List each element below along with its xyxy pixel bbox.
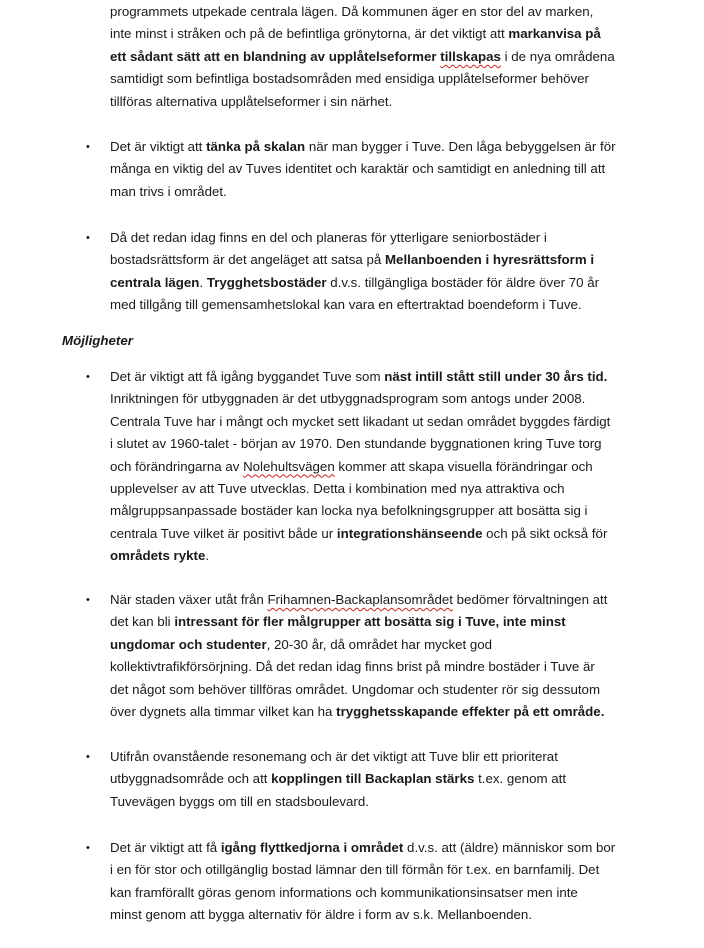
text-line bbox=[110, 791, 670, 813]
text-run: d.v.s. att (äldre) människor som bor bbox=[403, 840, 616, 855]
text-run: när man bygger i Tuve. Den låga bebyggelsen är för bbox=[305, 139, 616, 154]
text-run: upplevelser av att Tuve utvecklas. Detta i kombination med nya attraktiva och bbox=[110, 481, 565, 497]
text-line bbox=[110, 68, 670, 90]
text-line bbox=[110, 589, 670, 611]
bullet-marker: • bbox=[86, 751, 90, 763]
text-line bbox=[110, 366, 670, 388]
text-line bbox=[110, 478, 670, 500]
paragraph-tanka-pa-skalan bbox=[110, 136, 670, 203]
text-run: och förändringarna av bbox=[110, 458, 244, 474]
text-line bbox=[110, 272, 670, 294]
text-line bbox=[110, 1, 670, 23]
text-run: Då det redan idag finns en del och planeras för ytterligare seniorbostäder i bbox=[110, 230, 547, 245]
bold-text-run: integrationshänseende bbox=[336, 525, 483, 541]
text-run: i en för stor och otillgänglig bostad lämnar den till förmån för t.ex. en barnfamilj. Det bbox=[110, 862, 600, 878]
bold-text-run: igång flyttkedjorna i området bbox=[220, 840, 404, 855]
section-heading-mojligheter: Möjligheter bbox=[62, 333, 133, 348]
text-run: man trivs i området. bbox=[110, 183, 227, 199]
text-run: programmets utpekade centrala lägen. Då kommunen äger en stor del av marken, bbox=[110, 4, 594, 19]
text-run: i slutet av 1960-talet - början av 1970. Den stundande byggnationen kring Tuve torg bbox=[110, 436, 602, 452]
text-run: Tuvevägen byggs om till en stadsboulevard. bbox=[110, 793, 369, 809]
text-run: över dygnets alla timmar vilket kan ha bbox=[110, 704, 337, 720]
paragraph-seniorbostader bbox=[110, 227, 670, 317]
text-run: Det är viktigt att få bbox=[110, 840, 221, 855]
text-run: det något som behöver tillföras området. Ungdomar och studenter rör sig dessutom bbox=[110, 681, 601, 697]
text-line bbox=[110, 23, 670, 45]
text-run: kommer att skapa visuella förändringar och bbox=[334, 458, 593, 474]
paragraph-frihamnen-backaplan bbox=[110, 589, 670, 723]
text-run: När staden växer utåt från bbox=[110, 592, 268, 607]
text-line bbox=[110, 611, 670, 633]
bold-text-run: intressant för fler målgrupper att bosätta sig i Tuve, inte minst bbox=[174, 614, 566, 630]
text-run: d.v.s. tillgängliga bostäder för äldre över 70 år bbox=[326, 274, 600, 290]
bold-text-run: områdets rykte bbox=[110, 548, 206, 564]
text-run: utbyggnadsområde och att bbox=[110, 771, 272, 787]
text-run: t.ex. genom att bbox=[474, 771, 567, 787]
text-line bbox=[110, 859, 670, 881]
text-line bbox=[110, 249, 670, 271]
text-run: Utifrån ovanstående resonemang och är det viktigt att Tuve blir ett prioriterat bbox=[110, 749, 558, 764]
text-run: många en viktig del av Tuves identitet och karaktär och samtidigt en anledning till att bbox=[110, 161, 606, 177]
text-run: minst genom att bygga alternativ för äldre i form av s.k. Mellanboenden. bbox=[110, 907, 533, 923]
paragraph-flyttkedjor bbox=[110, 837, 670, 927]
text-run: inte minst i stråken och på de befintliga grönytorna, är det viktigt att bbox=[110, 26, 509, 42]
spellcheck-flagged-word: tillskapas bbox=[440, 48, 501, 64]
text-line bbox=[110, 294, 670, 316]
text-run: kan framförallt göras genom informations och kommunikationsinsatser men inte bbox=[110, 884, 578, 900]
bold-text-run: Trygghetsbostäder bbox=[206, 274, 327, 290]
bold-text-run: centrala lägen bbox=[110, 274, 200, 290]
bullet-marker: • bbox=[86, 141, 90, 153]
text-line bbox=[110, 433, 670, 455]
bold-text-run: näst intill stått still under 30 års tid. bbox=[384, 369, 608, 384]
text-run: Inriktningen för utbyggnaden är det utbyggnadsprogram som antogs under 2008. bbox=[110, 391, 586, 407]
text-run: i de nya områdena bbox=[500, 48, 615, 64]
text-line bbox=[110, 904, 670, 926]
text-line bbox=[110, 456, 670, 478]
text-run: Det är viktigt att få igång byggandet Tuve som bbox=[110, 369, 385, 384]
bold-text-run: ett sådant sätt att en blandning av upplåtelseformer bbox=[110, 48, 441, 64]
text-run: centrala Tuve vilket är positivt både ur bbox=[110, 525, 337, 541]
text-line bbox=[110, 136, 670, 158]
bold-text-run: kopplingen till Backaplan stärks bbox=[271, 771, 475, 787]
text-run: Centrala Tuve har i mångt och mycket sett likadant ut sedan området byggdes färdigt bbox=[110, 413, 611, 429]
text-line bbox=[110, 411, 670, 433]
paragraph-fa-igang-byggandet bbox=[110, 366, 670, 568]
text-run: bostadsrättsform är det angeläget att satsa på bbox=[110, 252, 385, 268]
text-line bbox=[110, 227, 670, 249]
text-run: tillföras alternativa upplåtelseformer i sin närhet. bbox=[110, 93, 393, 109]
text-line bbox=[110, 837, 670, 859]
text-line bbox=[110, 746, 670, 768]
text-run: , 20-30 år, då området har mycket god bbox=[266, 636, 493, 652]
text-line bbox=[110, 679, 670, 701]
text-line bbox=[110, 768, 670, 790]
text-line bbox=[110, 91, 670, 113]
text-line bbox=[110, 701, 670, 723]
bold-text-run: trygghetsskapande effekter på ett område. bbox=[336, 704, 605, 720]
bold-text-run: tänka på skalan bbox=[206, 139, 306, 154]
bullet-marker: • bbox=[86, 594, 90, 606]
paragraph-intro bbox=[110, 1, 670, 113]
text-run: målgruppsanpassade bostäder kan locka nya befolkningsgrupper att bosätta sig i bbox=[110, 503, 588, 519]
bullet-marker: • bbox=[86, 371, 90, 383]
bullet-marker: • bbox=[86, 842, 90, 854]
text-run: Det är viktigt att bbox=[110, 139, 207, 154]
text-line bbox=[110, 882, 670, 904]
text-run: med tillgång till gemensamhetslokal kan vara en eftertraktad boendeform i Tuve. bbox=[110, 297, 582, 313]
text-run: bedömer förvaltningen att bbox=[452, 592, 608, 607]
bullet-marker: • bbox=[86, 232, 90, 244]
text-run: och på sikt också för bbox=[482, 525, 608, 541]
text-line bbox=[110, 158, 670, 180]
text-line bbox=[110, 656, 670, 678]
text-run: . bbox=[199, 274, 207, 290]
text-line bbox=[110, 46, 670, 68]
bold-text-run: ungdomar och studenter bbox=[110, 636, 267, 652]
bold-text-run: markanvisa på bbox=[508, 26, 601, 42]
text-line bbox=[110, 181, 670, 203]
text-line bbox=[110, 545, 670, 567]
text-line bbox=[110, 388, 670, 410]
bold-text-run: Mellanboenden i hyresrättsform i bbox=[384, 252, 595, 268]
text-run: samtidigt som befintliga bostadsområden med ensidiga upplåtelseformer behöver bbox=[110, 71, 589, 87]
text-line bbox=[110, 634, 670, 656]
text-line bbox=[110, 523, 670, 545]
text-run: kollektivtrafikförsörjning. Då det redan idag finns brist på mindre bostäder i Tuve är bbox=[110, 659, 595, 675]
text-run: det kan bli bbox=[110, 614, 175, 630]
text-line bbox=[110, 500, 670, 522]
text-run: . bbox=[205, 548, 210, 564]
spellcheck-flagged-word: Frihamnen-Backaplansområdet bbox=[267, 592, 453, 607]
spellcheck-flagged-word: Nolehultsvägen bbox=[243, 458, 335, 474]
paragraph-kopplingen-backaplan bbox=[110, 746, 670, 813]
